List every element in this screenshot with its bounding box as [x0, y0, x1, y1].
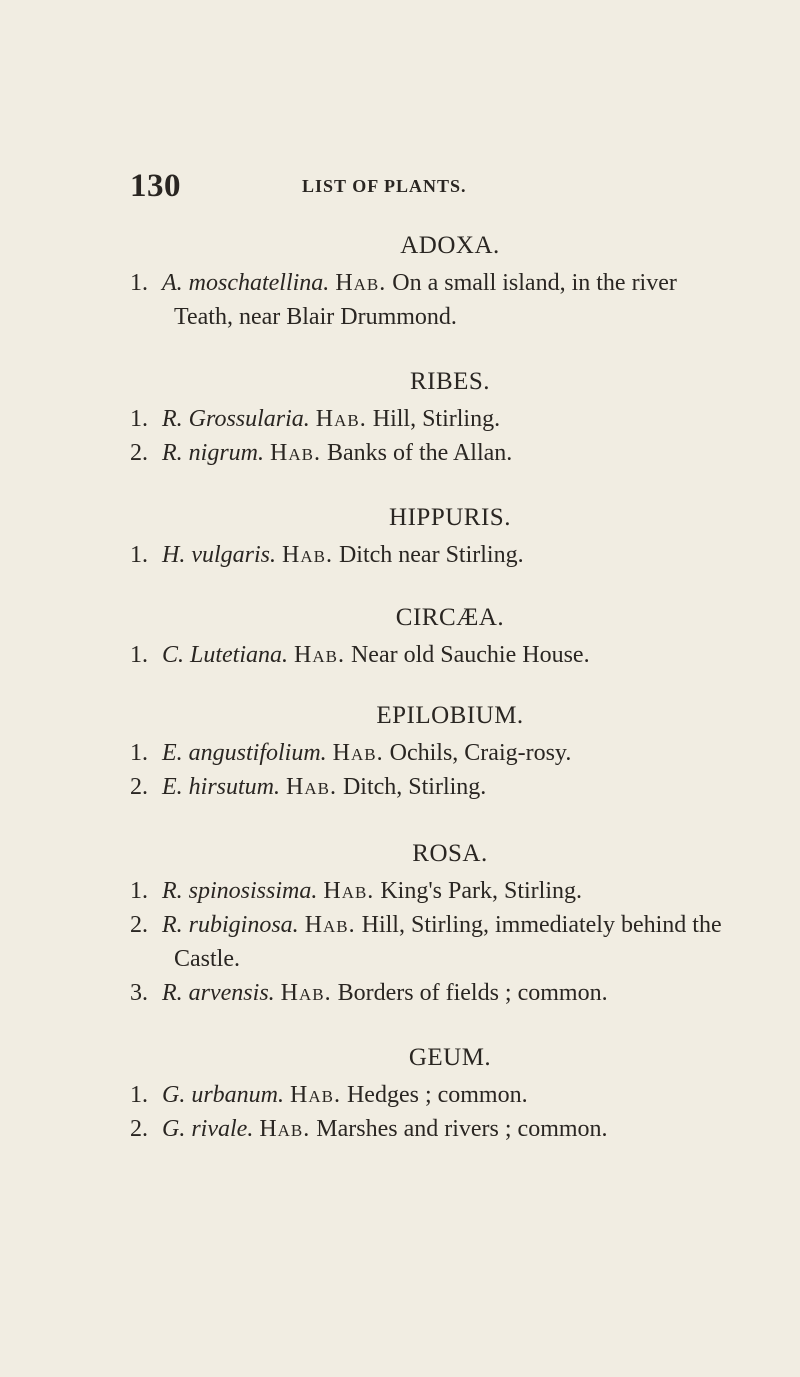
habitat-text: King's Park, Stirling.	[380, 878, 582, 904]
species-entry	[130, 1078, 730, 1112]
section-geum	[130, 1044, 730, 1146]
genus-heading: EPILOBIUM.	[376, 702, 524, 729]
section-ribes	[130, 368, 730, 470]
habitat-label: Hab.	[286, 774, 337, 800]
habitat-label: Hab.	[282, 542, 333, 568]
page-header	[130, 168, 710, 208]
species-name: R. arvensis.	[162, 980, 275, 1006]
species-name: R. rubiginosa.	[162, 912, 299, 938]
habitat-text: Hill, Stirling, immediately behind the Castle.	[174, 912, 722, 972]
species-entry	[130, 976, 730, 1010]
species-entry	[130, 436, 730, 470]
entry-number: 1.	[130, 1082, 148, 1108]
species-entry	[130, 538, 730, 572]
entry-number: 2.	[130, 1116, 148, 1142]
habitat-text: Hedges ; common.	[346, 1082, 528, 1108]
running-head: LIST OF PLANTS.	[302, 176, 467, 196]
section-hippuris	[130, 504, 730, 572]
section-circaea	[130, 604, 730, 672]
entry-number: 1.	[130, 740, 148, 766]
species-name: R. Grossularia.	[162, 406, 310, 432]
species-entry	[130, 266, 730, 334]
habitat-text: Banks of the Allan.	[326, 440, 513, 466]
habitat-text: Near old Sauchie House.	[350, 642, 590, 668]
habitat-label: Hab.	[259, 1116, 311, 1142]
species-name: E. angustifolium.	[162, 740, 327, 766]
entry-number: 2.	[130, 440, 148, 466]
species-entry	[130, 874, 730, 908]
genus-heading: RIBES.	[409, 368, 491, 395]
species-name: E. hirsutum.	[162, 774, 281, 800]
habitat-label: Hab.	[270, 440, 321, 466]
species-entry	[130, 736, 730, 770]
species-entry	[130, 402, 730, 436]
species-name: C. Lutetiana.	[162, 642, 289, 668]
genus-heading: ROSA.	[412, 840, 488, 867]
species-entry	[130, 908, 730, 976]
species-entry	[130, 1112, 730, 1146]
habitat-label: Hab.	[323, 878, 375, 904]
page-number: 130	[130, 168, 181, 204]
entry-number: 3.	[130, 980, 148, 1006]
species-entry	[130, 770, 730, 804]
genus-heading: HIPPURIS.	[389, 504, 511, 531]
entry-number: 1.	[130, 878, 148, 904]
section-epilobium	[130, 702, 730, 804]
habitat-text: Ochils, Craig-rosy.	[389, 740, 572, 766]
species-name: R. spinosissima.	[162, 878, 318, 904]
habitat-text: Ditch near Stirling.	[338, 542, 524, 568]
entry-number: 1.	[130, 542, 148, 568]
habitat-label: Hab.	[315, 406, 367, 432]
habitat-text: Marshes and rivers ; common.	[316, 1116, 608, 1142]
species-name: G. rivale.	[162, 1116, 254, 1142]
genus-heading: CIRCÆA.	[395, 604, 505, 631]
species-name: A. moschatellina.	[162, 270, 330, 296]
habitat-label: Hab.	[332, 740, 384, 766]
entry-number: 1.	[130, 642, 148, 668]
genus-heading: GEUM.	[408, 1044, 492, 1071]
habitat-label: Hab.	[304, 912, 356, 938]
section-adoxa	[130, 232, 730, 334]
entry-number: 1.	[130, 406, 148, 432]
entry-number: 1.	[130, 270, 148, 296]
habitat-label: Hab.	[280, 980, 332, 1006]
section-rosa	[130, 840, 730, 1010]
habitat-label: Hab.	[335, 270, 387, 296]
species-name: H. vulgaris.	[162, 542, 276, 568]
entry-number: 2.	[130, 912, 148, 938]
habitat-text: Borders of fields ; common.	[337, 980, 608, 1006]
habitat-text: Ditch, Stirling.	[342, 774, 487, 800]
genus-heading: ADOXA.	[400, 232, 500, 259]
entry-number: 2.	[130, 774, 148, 800]
habitat-text: On a small island, in the river Teath, near Blair Drummond.	[174, 270, 677, 330]
habitat-text: Hill, Stirling.	[372, 406, 501, 432]
habitat-label: Hab.	[290, 1082, 341, 1108]
species-entry	[130, 638, 730, 672]
species-name: G. urbanum.	[162, 1082, 285, 1108]
species-name: R. nigrum.	[162, 440, 264, 466]
habitat-label: Hab.	[294, 642, 345, 668]
